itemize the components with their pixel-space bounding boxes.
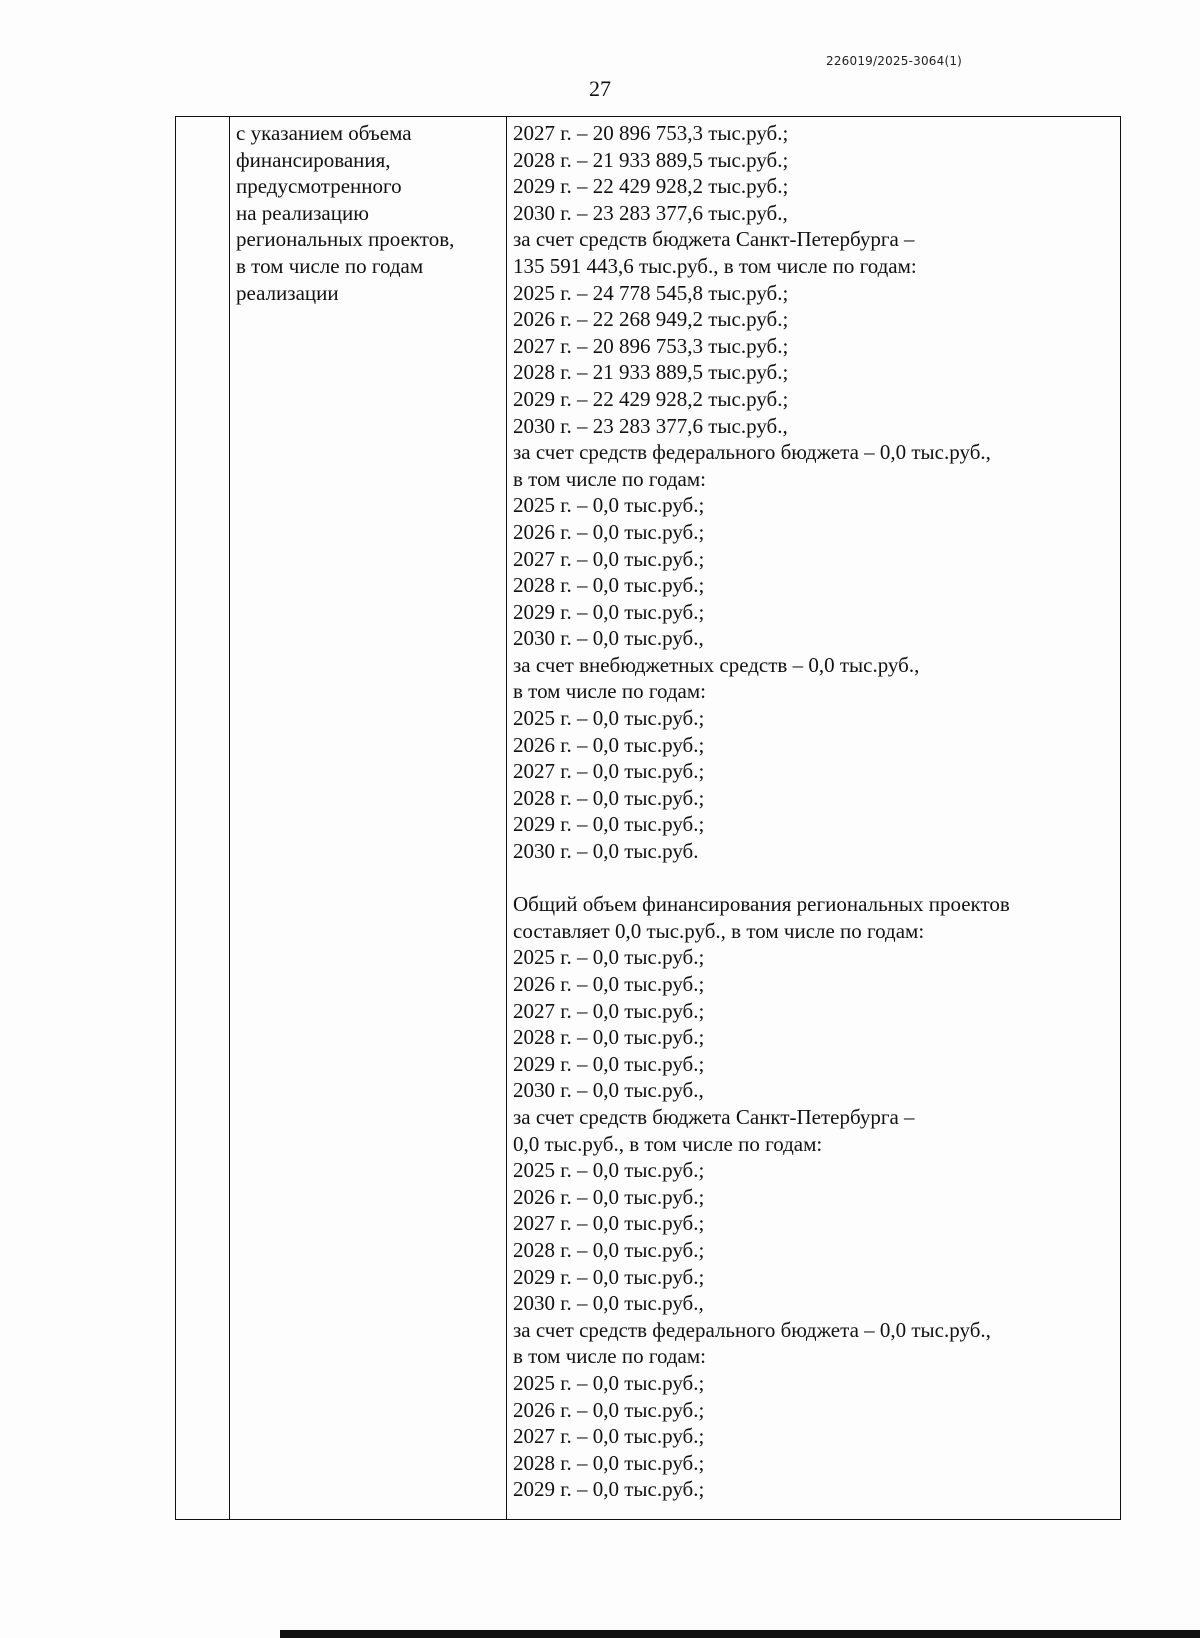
right-cell-line: 2028 г. – 21 933 889,5 тыс.руб.; [513, 360, 789, 385]
right-cell-line: 2028 г. – 0,0 тыс.руб.; [513, 1450, 705, 1475]
right-cell-line: 2026 г. – 0,0 тыс.руб.; [513, 1184, 705, 1209]
right-cell-line: 2030 г. – 23 283 377,6 тыс.руб., [513, 200, 788, 225]
right-cell-line: в том числе по годам: [513, 679, 706, 704]
right-cell-line: 2027 г. – 0,0 тыс.руб.; [513, 998, 705, 1023]
right-cell-line: 2027 г. – 0,0 тыс.руб.; [513, 546, 705, 571]
right-cell-line: 2027 г. – 0,0 тыс.руб.; [513, 1211, 705, 1236]
right-cell-line: 2025 г. – 0,0 тыс.руб.; [513, 945, 705, 970]
right-cell-line: 2025 г. – 0,0 тыс.руб.; [513, 1158, 705, 1183]
left-cell-line: предусмотренного [236, 174, 402, 199]
right-cell-line: 2028 г. – 0,0 тыс.руб.; [513, 1025, 705, 1050]
right-cell-line: 2027 г. – 20 896 753,3 тыс.руб.; [513, 121, 789, 145]
left-cell-line: в том числе по годам [236, 253, 424, 278]
left-cell-line: реализации [236, 280, 339, 305]
right-cell-line: 2026 г. – 0,0 тыс.руб.; [513, 972, 705, 996]
right-cell-line: 2029 г. – 22 429 928,2 тыс.руб.; [513, 386, 789, 411]
right-cell-line: 2026 г. – 22 268 949,2 тыс.руб.; [513, 307, 789, 332]
left-cell-line: с указанием объема [236, 121, 412, 145]
right-cell-line: 2030 г. – 0,0 тыс.руб., [513, 1078, 704, 1103]
column-divider-2 [506, 117, 507, 1519]
right-cell-line: в том числе по годам: [513, 466, 706, 491]
right-cell-line: 135 591 443,6 тыс.руб., в том числе по годам: [513, 253, 917, 278]
left-cell [236, 120, 504, 306]
document-id: 226019/2025-3064(1) [826, 54, 963, 68]
right-cell-line: 2029 г. – 22 429 928,2 тыс.руб.; [513, 174, 789, 199]
right-cell-line: 2030 г. – 0,0 тыс.руб., [513, 1291, 704, 1316]
page-number: 27 [589, 76, 611, 101]
right-cell-line: 2028 г. – 0,0 тыс.руб.; [513, 1237, 705, 1262]
right-cell-line: за счет внебюджетных средств – 0,0 тыс.руб., [513, 652, 920, 677]
right-cell-line: 2027 г. – 20 896 753,3 тыс.руб.; [513, 333, 789, 358]
scan-edge-bar [280, 1630, 1200, 1638]
right-cell-line: Общий объем финансирования региональных проектов [513, 892, 1010, 917]
right-cell-line: 2027 г. – 0,0 тыс.руб.; [513, 759, 705, 784]
right-cell-line: 2025 г. – 0,0 тыс.руб.; [513, 493, 705, 518]
right-cell-line: 2029 г. – 0,0 тыс.руб.; [513, 1477, 705, 1502]
right-cell-line: за счет средств федерального бюджета – 0,0 тыс.руб., [513, 440, 991, 465]
right-cell-line: 2026 г. – 0,0 тыс.руб.; [513, 519, 705, 544]
right-cell-line: 2029 г. – 0,0 тыс.руб.; [513, 1264, 705, 1289]
right-cell-line: за счет средств федерального бюджета – 0,0 тыс.руб., [513, 1317, 991, 1342]
right-cell [513, 120, 1113, 1503]
left-cell-line: финансирования, [236, 147, 391, 172]
right-cell-line: 2026 г. – 0,0 тыс.руб.; [513, 1397, 705, 1422]
right-cell-line: 0,0 тыс.руб., в том числе по годам: [513, 1131, 823, 1156]
financing-table [175, 116, 1121, 1520]
left-cell-line: на реализацию [236, 200, 369, 225]
right-cell-line: составляет 0,0 тыс.руб., в том числе по годам: [513, 918, 925, 943]
right-cell-line: 2028 г. – 21 933 889,5 тыс.руб.; [513, 147, 789, 172]
right-cell-line: за счет средств бюджета Санкт-Петербурга – [513, 1104, 915, 1129]
right-cell-line: 2025 г. – 0,0 тыс.руб.; [513, 706, 705, 731]
right-cell-line: 2025 г. – 0,0 тыс.руб.; [513, 1370, 705, 1395]
right-cell-line: 2030 г. – 23 283 377,6 тыс.руб., [513, 413, 788, 438]
right-cell-line: 2030 г. – 0,0 тыс.руб., [513, 626, 704, 651]
right-cell-line: 2030 г. – 0,0 тыс.руб. [513, 839, 699, 864]
right-cell-line: 2025 г. – 24 778 545,8 тыс.руб.; [513, 280, 789, 305]
right-cell-line: за счет средств бюджета Санкт-Петербурга – [513, 227, 915, 252]
right-cell-line [513, 865, 1113, 892]
right-cell-line: 2029 г. – 0,0 тыс.руб.; [513, 812, 705, 837]
right-cell-line: 2028 г. – 0,0 тыс.руб.; [513, 573, 705, 598]
right-cell-line: в том числе по годам: [513, 1344, 706, 1369]
column-divider-1 [229, 117, 230, 1519]
right-cell-line: 2029 г. – 0,0 тыс.руб.; [513, 599, 705, 624]
left-cell-line: региональных проектов, [236, 227, 455, 252]
right-cell-line: 2026 г. – 0,0 тыс.руб.; [513, 732, 705, 757]
right-cell-line: 2028 г. – 0,0 тыс.руб.; [513, 785, 705, 810]
right-cell-line: 2027 г. – 0,0 тыс.руб.; [513, 1424, 705, 1449]
right-cell-line: 2029 г. – 0,0 тыс.руб.; [513, 1051, 705, 1076]
